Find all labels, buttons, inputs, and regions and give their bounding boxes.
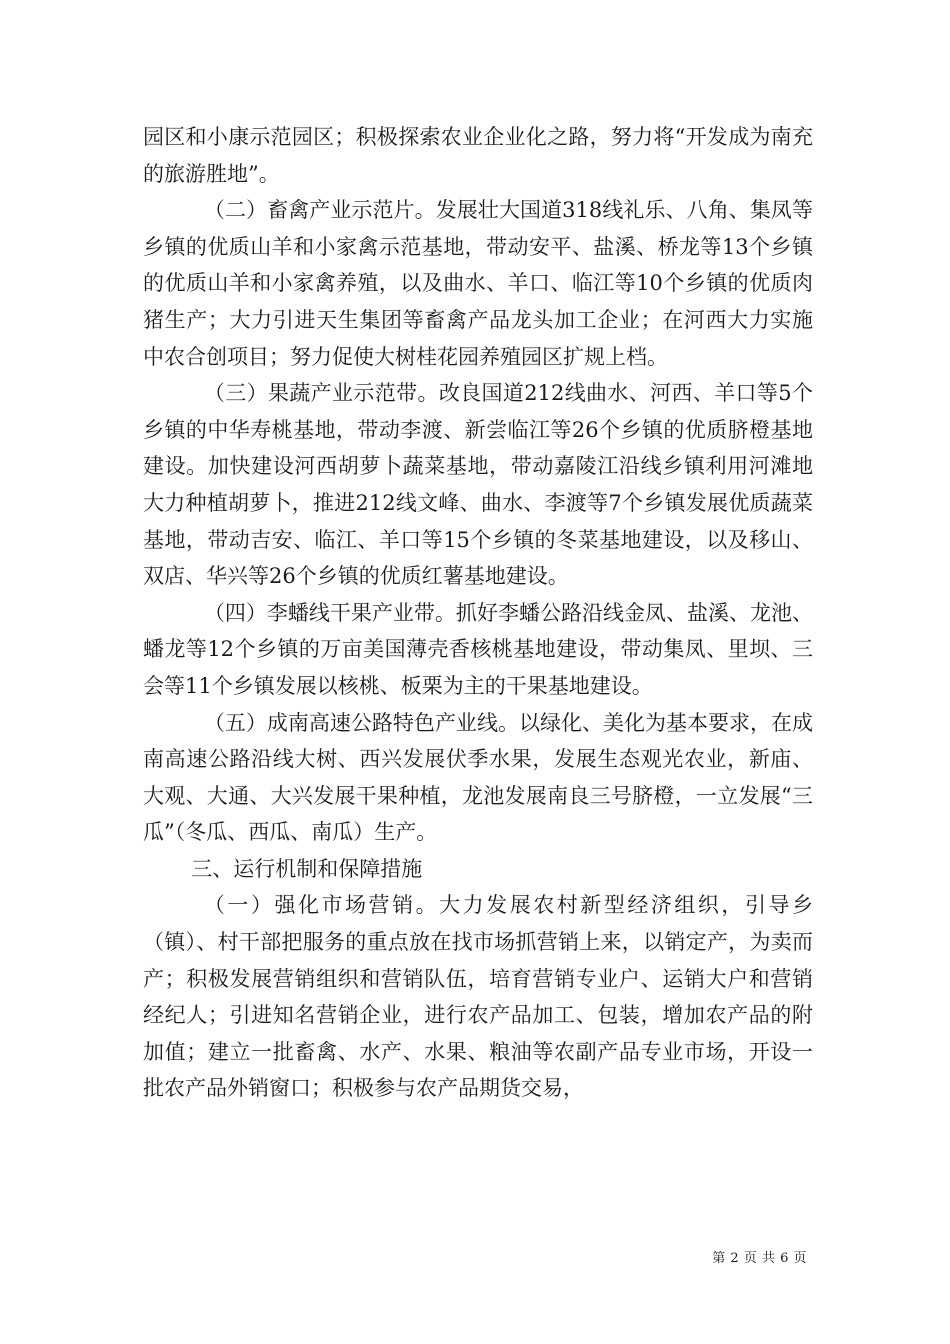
paragraph-livestock: （二）畜禽产业示范片。发展壮大国道318线礼乐、八角、集凤等乡镇的优质山羊和小家禽示范基地，带动安平、盐溪、桥龙等13个乡镇的优质山羊和小家禽养殖，以及曲水、羊口、临江等10个乡镇的优质肉猪生产；大力引进天生集团等畜禽产品龙头加工企业；在河西大力实施中农合创项目；努力促使大树桂花园养殖园区扩规上档。: [143, 198, 813, 369]
paragraph-market-marketing: （一）强化市场营销。大力发展农村新型经济组织，引导乡（镇）、村干部把服务的重点放在找市场抓营销上来，以销定产，为卖而产；积极发展营销组织和营销队伍，培育营销专业户、运销大户和营销经纪人；引进知名营销企业，进行农产品加工、包装，增加农产品的附加值；建立一批畜禽、水产、水果、粮油等农副产品专业市场，开设一批农产品外销窗口；积极参与农产品期货交易，: [143, 893, 813, 1101]
section-heading-mechanism: 三、运行机制和保障措施: [191, 856, 423, 881]
paragraph-highway-industry: （五）成南高速公路特色产业线。以绿化、美化为基本要求，在成南高速公路沿线大树、西兴发展伏季水果，发展生态观光农业，新庙、大观、大通、大兴发展干果种植，龙池发展南良三号脐橙，一立发展“三瓜”（冬瓜、西瓜、南瓜）生产。: [143, 710, 813, 845]
paragraph-continuation: 园区和小康示范园区；积极探索农业企业化之路，努力将“开发成为南充的旅游胜地”。: [143, 125, 813, 186]
paragraph-dried-fruit: （四）李蟠线干果产业带。抓好李蟠公路沿线金凤、盐溪、龙池、蟠龙等12个乡镇的万亩美国薄壳香核桃基地建设，带动集凤、里坝、三会等11个乡镇发展以核桃、板栗为主的干果基地建设。: [143, 600, 813, 698]
document-body: [143, 119, 813, 1107]
paragraph-fruit-vegetable: （三）果蔬产业示范带。改良国道212线曲水、河西、羊口等5个乡镇的中华寿桃基地，带动李渡、新尝临江等26个乡镇的优质脐橙基地建设。加快建设河西胡萝卜蔬菜基地，带动嘉陵江沿线乡镇利用河滩地大力种植胡萝卜，推进212线文峰、曲水、李渡等7个乡镇发展优质蔬菜基地，带动吉安、临江、羊口等15个乡镇的冬菜基地建设，以及移山、双店、华兴等26个乡镇的优质红薯基地建设。: [143, 381, 813, 589]
page-number-footer: 第 2 页 共 6 页: [712, 1251, 807, 1266]
